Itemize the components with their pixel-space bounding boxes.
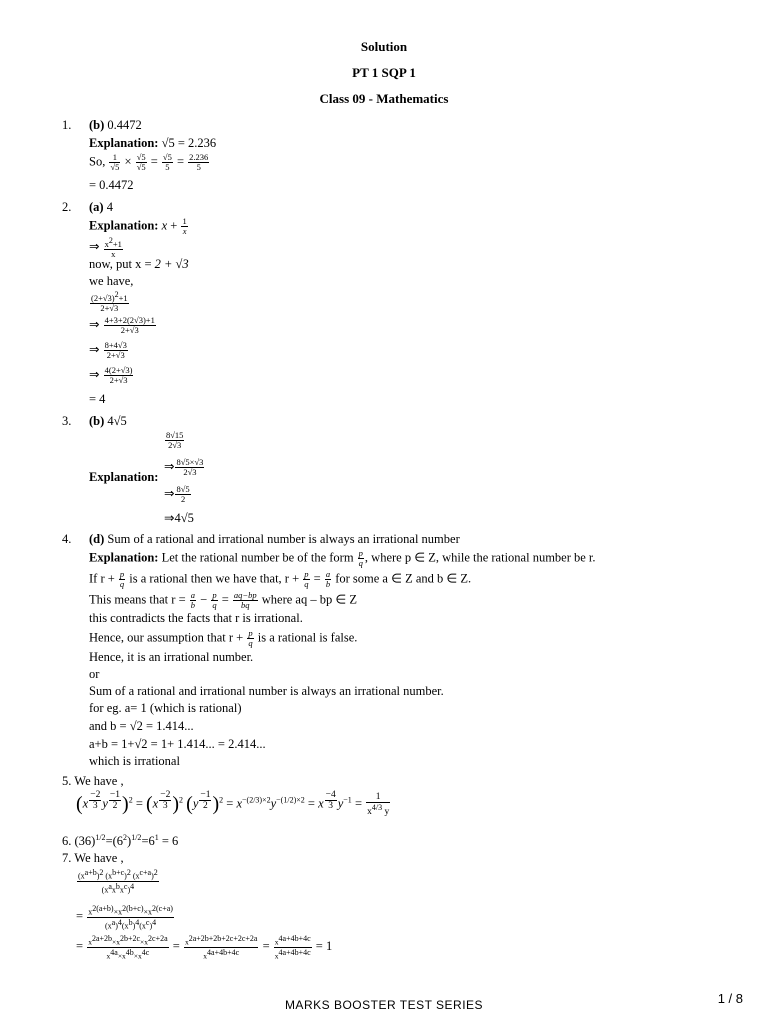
q4-line6: Hence, it is an irrational number. bbox=[89, 650, 254, 664]
q5-label: 5. We have , bbox=[62, 774, 124, 788]
q3-step1: $\frac{8√15}{2√3}$ bbox=[166, 430, 184, 450]
q1-answer: 0.4472 bbox=[107, 118, 142, 132]
page-indicator: 1 / 8 bbox=[717, 991, 743, 1006]
q4-line3: This means that r = $\frac{a}{b}$ − $\frac{p}{q}$ = $\frac{aq-bp}{bq}$ where aq – bp ∈ Z bbox=[89, 590, 357, 610]
q2-put-x: now, put x = 2 + √3 bbox=[89, 257, 189, 271]
q4-line12: which is irrational bbox=[89, 754, 180, 768]
q2-we-have: we have, bbox=[89, 274, 134, 288]
q4-line8: Sum of a rational and irrational number is always an irrational number. bbox=[89, 684, 444, 698]
q1-result: = 0.4472 bbox=[89, 178, 134, 192]
q5-equation: (x $^{\frac{-2}{3}}$ y $^{\frac{-1}{2}}$ )$^2$ = (x $^{\frac{-2}{3}}$ )$^2$ (y $^{\frac{-1}{2}}$ )$^2 = x^{-(2/3)\times 2}y^{-(1/2)\times 2} = x$ $^{\frac{-4}{3}}$ $y^{-1}$ = $\frac{1}{x^{4/3} y}$ bbox=[76, 790, 390, 818]
q4-line4: this contradicts the facts that r is irrational. bbox=[89, 611, 303, 625]
q4-line1: Explanation: Let the rational number be of the form $\frac{p}{q}$ , where p ∈ Z, while the rational number be r. bbox=[89, 548, 596, 568]
q2-number: 2. bbox=[62, 200, 72, 214]
question-6: 6. $(36)^{1/2}=(6^2)^{1/2}=6^1 = 6$ bbox=[62, 833, 179, 849]
q4-answer: Sum of a rational and irrational number is always an irrational number bbox=[107, 532, 460, 546]
q3-option: (b) bbox=[89, 414, 105, 428]
footer-series: MARKS BOOSTER TEST SERIES bbox=[284, 998, 484, 1012]
q4-line10: and b = √2 = 1.414... bbox=[89, 719, 194, 733]
q2-step1: ⇒ $\frac{x^2+1}{x}$ bbox=[89, 236, 122, 259]
q2-option: (a) bbox=[89, 200, 104, 214]
q4-line11: a+b = 1+√2 = 1+ 1.414... = 2.414... bbox=[89, 737, 266, 751]
q4-line7: or bbox=[89, 667, 100, 681]
q4-line5: Hence, our assumption that r + $\frac{p}{q}$ is a rational is false. bbox=[89, 628, 358, 648]
page-title: Solution bbox=[360, 39, 408, 54]
q2-step2: $\frac{(2+√3)^2+1}{2+√3}$ bbox=[91, 290, 128, 313]
q7-label: 7. We have , bbox=[62, 851, 124, 865]
q2-explanation-label: Explanation: bbox=[89, 218, 159, 233]
q7-step3: = $\frac{x^{2a+2b}\times x^{2b+2c}\times x^{2c+2a}}{x^{4a}\times x^{4b}\times x^{4c}}$ = $\frac{x^{2a+2b+2b+2c+2c+2a}}{x^{4a+4b+4c}}$ = $\frac{x^{4a+4b+4c}}{x^{4a+4b+4c}}$ = 1 bbox=[76, 934, 333, 960]
q3-explanation-label: Explanation: bbox=[89, 470, 159, 484]
q7-step1: $\frac{(x^{a+b})^2 (x^{b+c})^2 (x^{c+a})^2}{(x^ax^bx^c)^4}$ bbox=[78, 868, 158, 895]
q2-result: = 4 bbox=[89, 392, 106, 406]
q3-step4: ⇒4√5 bbox=[164, 511, 194, 525]
q3-step2: ⇒ $\frac{8√5\times√3}{2√3}$ bbox=[164, 457, 204, 477]
q3-number: 3. bbox=[62, 414, 72, 428]
q1-option: (b) bbox=[89, 118, 105, 132]
paper-code: PT 1 SQP 1 bbox=[352, 65, 416, 80]
q2-step4: ⇒ $\frac{8+4√3}{2+√3}$ bbox=[89, 340, 127, 360]
q3-answer: 4√5 bbox=[107, 414, 127, 428]
q3-step3: ⇒ $\frac{8√5}{2}$ bbox=[164, 484, 190, 504]
q1-so-line: So, $\frac{1}{√5}$ × $\frac{√5}{√5}$ = $\frac{√5}{5}$ = $\frac{2.236}{5}$ bbox=[89, 152, 209, 172]
q4-line2: If r + $\frac{p}{q}$ is a rational then we have that, r + $\frac{p}{q}$ = $\frac{a}{b}$ for some a ∈ Z and b ∈ Z. bbox=[89, 569, 472, 589]
q1-line1: √5 = 2.236 bbox=[161, 136, 217, 150]
q4-option: (d) bbox=[89, 532, 105, 546]
q2-answer: 4 bbox=[106, 200, 113, 214]
q2-step3: ⇒ $\frac{4+3+2(2√3)+1}{2+√3}$ bbox=[89, 315, 155, 335]
class-subject: Class 09 - Mathematics bbox=[319, 91, 449, 106]
q2-step5: ⇒ $\frac{4(2+√3)}{2+√3}$ bbox=[89, 365, 133, 385]
q1-number: 1. bbox=[62, 118, 72, 132]
q7-step2: = $\frac{x^{2(a+b)}\times x^{2(b+c)}\times x^{2(c+a)}}{(x^a)^4(x^b)^4(x^c)^4}$ bbox=[76, 904, 173, 931]
q4-line9: for eg. a= 1 (which is rational) bbox=[89, 701, 242, 715]
q1-explanation-label: Explanation: bbox=[89, 136, 159, 150]
q4-number: 4. bbox=[62, 532, 72, 546]
